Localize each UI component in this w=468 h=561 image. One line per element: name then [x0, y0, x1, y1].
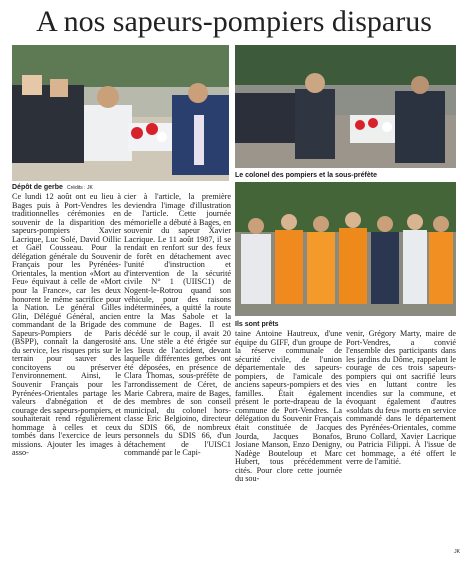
caption-text: Le colonel des pompiers et la sous-préfète: [235, 172, 377, 179]
article-column-3: [235, 330, 342, 484]
article-column-1: [12, 193, 121, 458]
photo-colonel-subprefect-image: [235, 45, 456, 168]
article-column-4: [346, 330, 456, 467]
article-column-4-text: venir, Grégory Marty, maire de Port-Vendres, a convié l'ensemble des participants dans les jardins du Dôme, rappelant le courage de ces trois sapeurs-pompiers qui ont sacrifié leurs vies en luttant contre les incendies sur la commune, et évoquant également d'autres «soldats du feu» morts en service commandé dans le département des Pyrénées-Orientales, comme Bruno Collard, Xavier Lacrique ou Patricia Filippi. À l'issue de cet hommage, a été offert le verre de l'amitié.: [346, 329, 456, 467]
article-column-3-text: taine Antoine Hautreux, d'une équipe du GIFF, d'un groupe de la réserve communale de sécurité civile, de l'union départementale des sapeurs-pompiers, de l'amicale des anciens sapeurs-pompiers et des familles. Était également présent le porte-drapeau de la commune de Port-Vendres. La délégation du Souvenir Français était constituée de Jacques Jourda, Jacques Bonafos, Josiane Manson, Enzo Denigny, Nadège Bouteloup et Marc Hubert, tous précédemment cités. Pour clore cette journée du sou-: [235, 329, 342, 484]
photo-wreath-laying-image: [12, 45, 229, 181]
headline: A nos sapeurs-pompiers disparus: [36, 5, 432, 38]
photo-firefighters-ready-image: [235, 182, 456, 316]
photo-firefighters-ready-caption: [235, 320, 279, 329]
article-column-1-text: Ce lundi 12 août ont eu lieu à Bages puis à Port-Vendres les traditionnelles cérémonies en souvenir de la disparition des sapeurs-pompiers Xavier Lacrique, Luc Solé, David Oillic et Gaël Cousseau. Pour la délégation générale du Souvenir Français pour les Pyrénées-Orientales, la mention «Mort au Feu» équivaut à celle de «Mort pour la France», car les deux honorent le même sacrifice pour la Nation. Le général Gilles Glin, Délégué Général, ancien commandant de la Brigade des Sapeurs-Pompiers de Paris (BSPP), connaît la dangerosité du service, les risques pris sur le terrain pour sauver des concitoyens ou préserver l'environnement. Ainsi, le Souvenir Français pour les Pyrénées-Orientales partage les valeurs d'abnégation et de courage des sapeurs-pompiers, et souhaiterait rend régulièrement hommage à celles et ceux tombés dans l'exercice de leurs missions. Ajouter les images à asso-: [12, 192, 121, 458]
author-signature: JK: [454, 549, 460, 555]
article-column-2-text: cier à l'article, la première deviendra l'image d'illustration de l'article. Cette journée mémorielle a débuté à Bages, en souvenir du sapeur Xavier Lacrique. Le 11 août 1987, il se rendait en renfort sur des feux de forêt en détachement avec l'unité d'instruction et d'intervention de la sécurité civile N° 1 (UIISC1) de Nogent-le-Rotrou quand son véhicule, pour des raisons indéterminées, a quitté la route entre la Mas Sabole et la commune de Bages. Il est décédé sur le coup, il avait 20 ans. Une stèle a été érigée sur les lieux de l'accident, devant laquelle différentes gerbes ont été déposées, en présence de Clara Thomas, sous-préfète de l'arrondissement de Céret, de Marie Cabrera, maire de Bages, des membres de son conseil municipal, du colonel hors-classe Eric Belgioino, directeur du SDIS 66, de nombreux personnels du SDIS 66, d'un détachement de l'UISC1 commandé par le Capi-: [124, 192, 231, 458]
photo-colonel-subprefect-caption: [235, 171, 377, 180]
photo-wreath-laying: [12, 45, 229, 181]
article-column-2: [124, 193, 231, 458]
photo-credit: Crédits : JK: [66, 185, 93, 191]
photo-colonel-subprefect: [235, 45, 456, 168]
caption-text: Ils sont prêts: [235, 321, 279, 328]
caption-text: Dépôt de gerbe: [12, 184, 63, 191]
photo-firefighters-ready: [235, 182, 456, 316]
